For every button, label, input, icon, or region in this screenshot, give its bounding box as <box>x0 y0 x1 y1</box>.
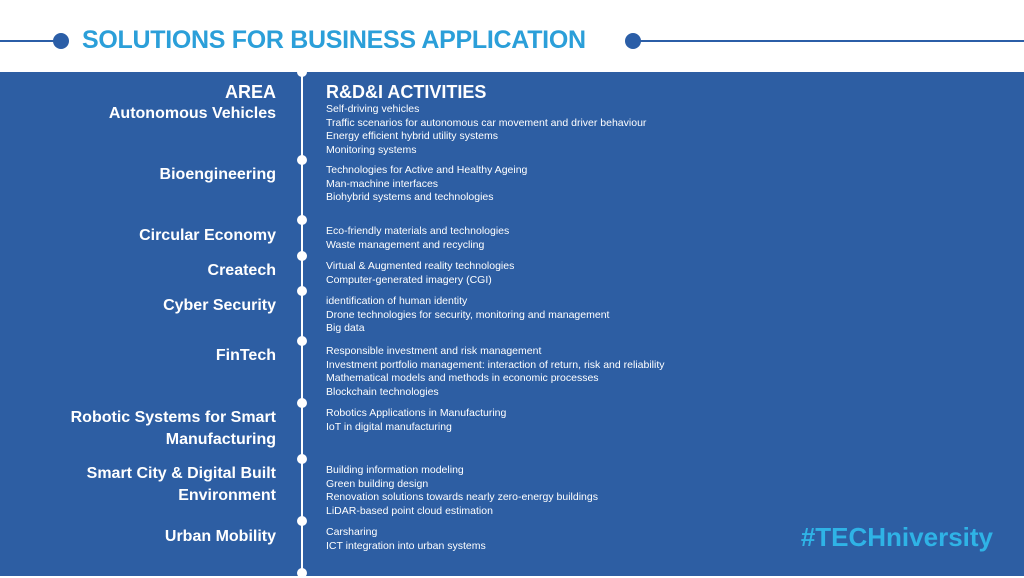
activity-item: Carsharing <box>326 526 378 538</box>
activity-item: Mathematical models and methods in economic processes <box>326 372 599 385</box>
area-label: Urban Mobility <box>164 528 276 545</box>
timeline-dot <box>297 568 307 578</box>
activity-item: Green building design <box>326 477 429 490</box>
area-label <box>71 407 276 451</box>
activity-item: Monitoring systems <box>326 144 417 157</box>
area-label-line: Environment <box>178 487 276 504</box>
activity-item: Building information modeling <box>326 464 464 476</box>
activity-list <box>326 225 509 252</box>
timeline-dot <box>297 286 307 296</box>
hashtag-logo: #TECHniversity <box>800 522 993 552</box>
area-label: Bioengineering <box>159 166 276 183</box>
area-label: Autonomous Vehicles <box>108 105 276 122</box>
activity-list <box>326 526 486 553</box>
activity-item: Renovation solutions towards nearly zero-energy buildings <box>326 491 598 504</box>
area-label-line: Robotic Systems for Smart <box>70 409 276 426</box>
activity-item: Eco-friendly materials and technologies <box>326 225 510 237</box>
header-dot-left <box>53 33 69 49</box>
area-column-header: AREA <box>224 82 276 102</box>
activity-item: Waste management and recycling <box>326 238 485 251</box>
activity-item: Big data <box>326 322 365 335</box>
activity-list <box>326 407 506 434</box>
activity-item: Investment portfolio management: interaction of return, risk and reliability <box>326 358 665 371</box>
activity-item: Man-machine interfaces <box>326 177 439 190</box>
activity-item: Responsible investment and risk management <box>326 345 542 357</box>
area-label-line: Manufacturing <box>165 431 276 448</box>
activity-item: Energy efficient hybrid utility systems <box>326 130 498 143</box>
header-rule-left <box>0 40 58 42</box>
area-label: Cyber Security <box>163 297 276 314</box>
activity-item: Technologies for Active and Healthy Ageing <box>326 164 528 176</box>
activity-list <box>326 260 514 287</box>
area-label-line: Smart City & Digital Built <box>86 465 276 482</box>
activity-item: IoT in digital manufacturing <box>326 420 452 433</box>
header-rule-right <box>635 40 1024 42</box>
area-label <box>87 463 276 507</box>
activity-list <box>326 345 665 400</box>
activity-list <box>326 464 598 519</box>
activity-item: Traffic scenarios for autonomous car movement and driver behaviour <box>326 116 647 129</box>
timeline-dot <box>297 251 307 261</box>
activity-list <box>326 164 527 205</box>
activity-item: Biohybrid systems and technologies <box>326 191 494 204</box>
activity-item: Virtual & Augmented reality technologies <box>326 260 515 272</box>
header <box>0 0 1024 72</box>
activity-item: Blockchain technologies <box>326 386 439 399</box>
activity-list <box>326 295 609 336</box>
timeline-dot <box>297 155 307 165</box>
area-label: FinTech <box>215 347 276 364</box>
timeline-dot <box>297 398 307 408</box>
timeline-dot <box>297 516 307 526</box>
timeline-dot <box>297 336 307 346</box>
activity-item: Self-driving vehicles <box>326 103 420 115</box>
activity-item: Robotics Applications in Manufacturing <box>326 407 507 419</box>
timeline-dot <box>297 67 307 77</box>
activity-item: ICT integration into urban systems <box>326 539 486 552</box>
timeline-dot <box>297 454 307 464</box>
page-title: SOLUTIONS FOR BUSINESS APPLICATION <box>82 26 586 54</box>
activity-item: Drone technologies for security, monitoring and management <box>326 308 610 321</box>
timeline-line <box>301 72 303 576</box>
timeline-dot <box>297 215 307 225</box>
activity-list <box>326 103 646 158</box>
activity-item: identification of human identity <box>326 295 468 307</box>
area-label: Createch <box>207 262 276 279</box>
area-label: Circular Economy <box>139 227 276 244</box>
activity-item: Computer-generated imagery (CGI) <box>326 273 492 286</box>
activity-item: LiDAR-based point cloud estimation <box>326 505 493 518</box>
activities-column-header: R&D&I ACTIVITIES <box>326 82 487 102</box>
